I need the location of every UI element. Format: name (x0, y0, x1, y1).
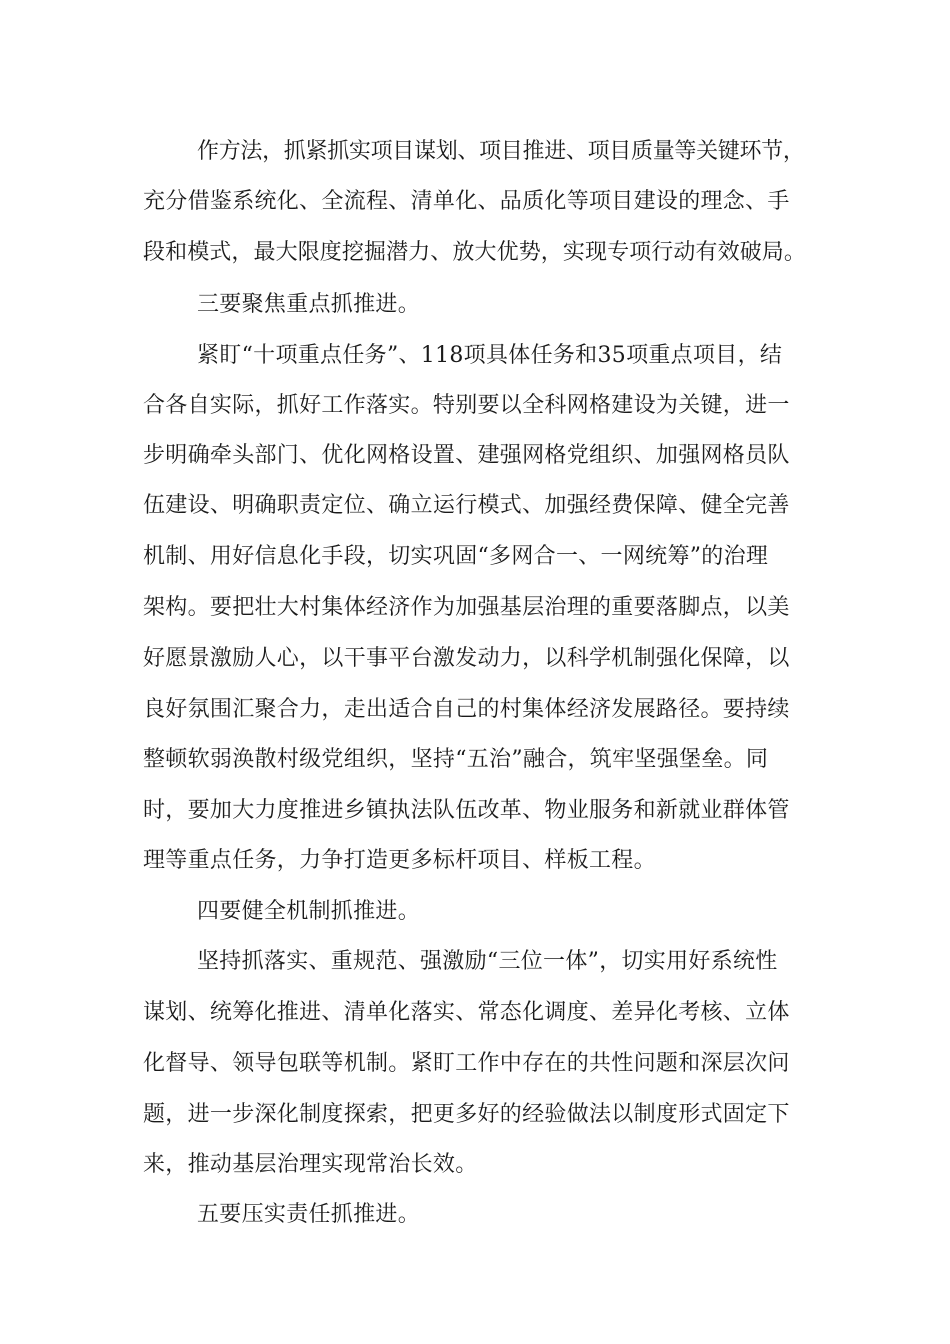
paragraph-line: 机制、用好信息化手段，切实巩固“多网合一、一网统筹”的治理 (143, 544, 769, 569)
section-heading: 四要健全机制抓推进。 (197, 899, 421, 924)
section-heading: 五要压实责任抓推进。 (197, 1202, 421, 1227)
paragraph-line: 架构。要把壮大村集体经济作为加强基层治理的重要落脚点，以美 (143, 595, 790, 620)
paragraph-line: 作方法，抓紧抓实项目谋划、项目推进、项目质量等关键环节， (197, 139, 805, 164)
paragraph-line: 化督导、领导包联等机制。紧盯工作中存在的共性问题和深层次问 (143, 1051, 790, 1076)
paragraph-line: 整顿软弱涣散村级党组织，坚持“五治”融合，筑牢坚强堡垒。同 (143, 747, 769, 772)
paragraph-line: 好愿景激励人心，以干事平台激发动力，以科学机制强化保障，以 (143, 646, 790, 671)
paragraph-line: 段和模式，最大限度挖掘潜力、放大优势，实现专项行动有效破局。 (143, 240, 807, 265)
paragraph-line: 良好氛围汇聚合力，走出适合自己的村集体经济发展路径。要持续 (143, 697, 790, 722)
paragraph-line: 坚持抓落实、重规范、强激励“三位一体”，切实用好系统性 (197, 949, 778, 974)
paragraph-line: 合各自实际，抓好工作落实。特别要以全科网格建设为关键，进一 (143, 393, 790, 418)
section-heading: 三要聚焦重点抓推进。 (197, 292, 421, 317)
paragraph-line: 步明确牵头部门、优化网格设置、建强网格党组织、加强网格员队 (143, 443, 790, 468)
paragraph-line: 时，要加大力度推进乡镇执法队伍改革、物业服务和新就业群体管 (143, 798, 790, 823)
paragraph-line: 伍建设、明确职责定位、确立运行模式、加强经费保障、健全完善 (143, 493, 790, 518)
paragraph-line: 紧盯“十项重点任务”、118项具体任务和35项重点项目，结 (197, 343, 783, 368)
paragraph-line: 充分借鉴系统化、全流程、清单化、品质化等项目建设的理念、手 (143, 189, 790, 214)
paragraph-line: 谋划、统筹化推进、清单化落实、常态化调度、差异化考核、立体 (143, 1000, 790, 1025)
paragraph-line: 来，推动基层治理实现常治长效。 (143, 1152, 478, 1177)
paragraph-line: 题，进一步深化制度探索，把更多好的经验做法以制度形式固定下 (143, 1102, 790, 1127)
paragraph-line: 理等重点任务，力争打造更多标杆项目、样板工程。 (143, 848, 656, 873)
